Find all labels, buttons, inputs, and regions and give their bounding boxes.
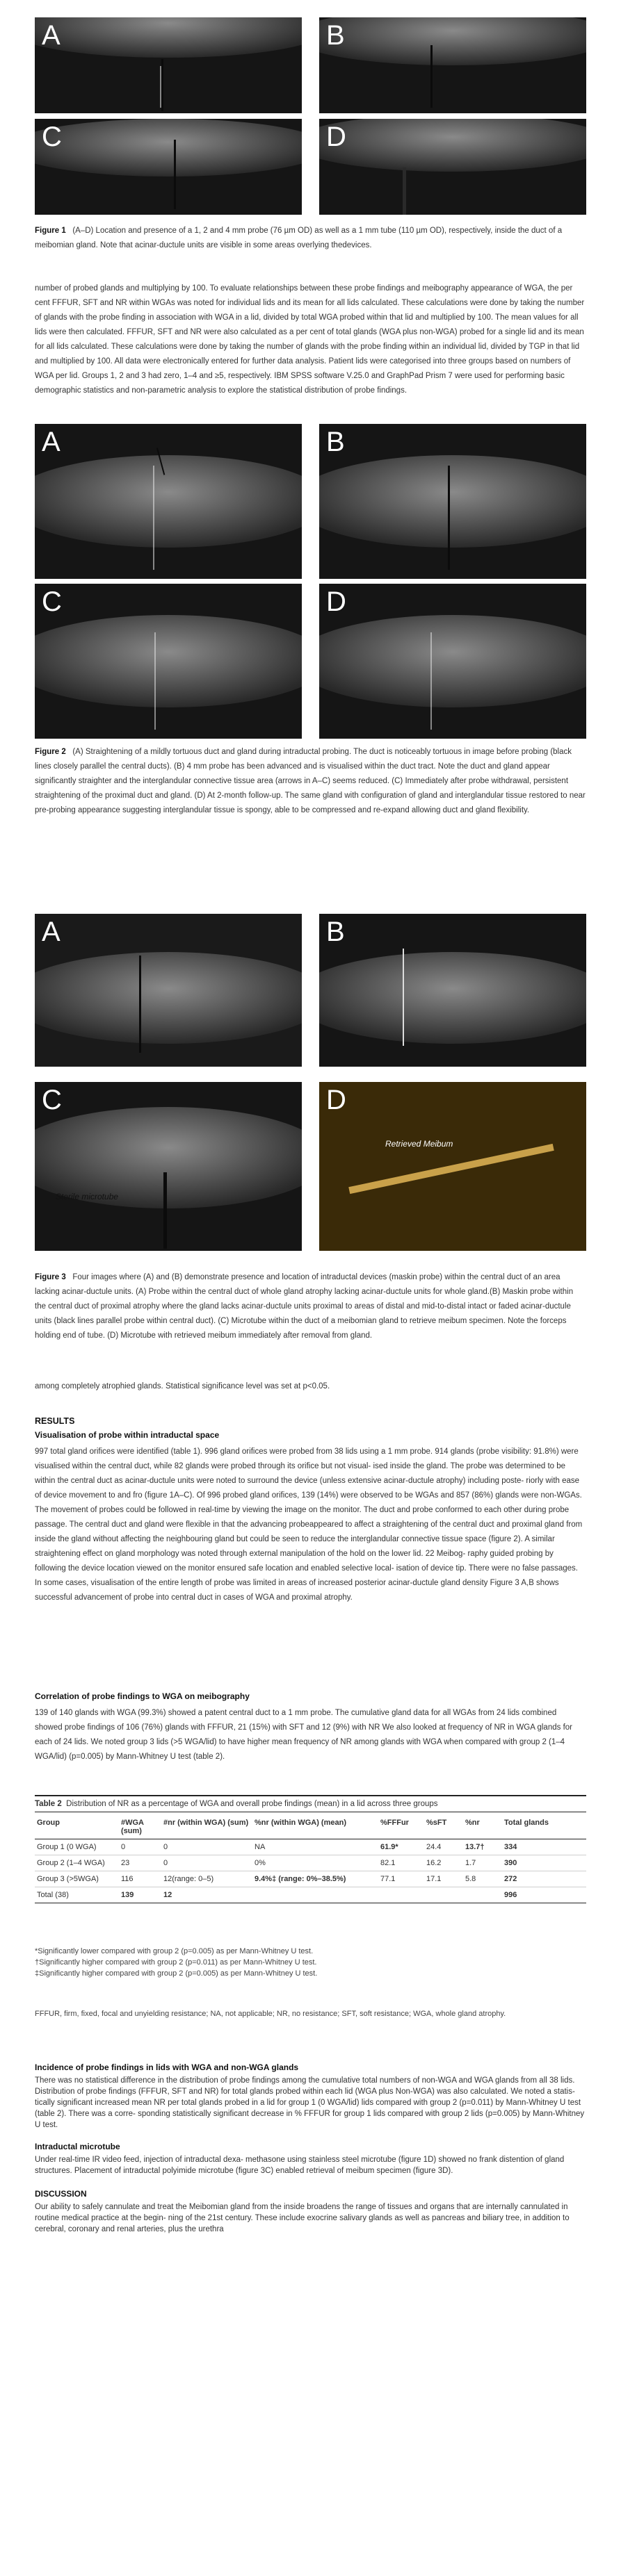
table-cell: 12(range: 0–5) xyxy=(161,1871,252,1887)
figure-3-panel-d xyxy=(319,1082,586,1251)
figure-2-caption-label: Figure 2 xyxy=(35,748,66,756)
table-cell: 334 xyxy=(502,1839,586,1855)
figure-3-caption-label: Figure 3 xyxy=(35,1273,66,1281)
table-cell: 272 xyxy=(502,1871,586,1887)
table-cell: 5.8 xyxy=(463,1871,502,1887)
figure-2-label-a: A xyxy=(42,427,61,457)
table-cell: 17.1 xyxy=(424,1871,463,1887)
figure-2 xyxy=(35,424,586,737)
table-cell: 0 xyxy=(161,1855,252,1871)
table-2-header: %FFFur xyxy=(378,1815,424,1839)
table-cell: 0% xyxy=(252,1855,378,1871)
figure-1-caption xyxy=(35,224,586,253)
table-cell: 61.9* xyxy=(378,1839,424,1855)
table-2-header: #nr (within WGA) (sum) xyxy=(161,1815,252,1839)
figure-3-label-d: D xyxy=(326,1085,346,1115)
table-cell xyxy=(252,1887,378,1903)
results-subheading-2: Correlation of probe findings to WGA on meibography xyxy=(35,1691,250,1701)
figure-2-panel-c xyxy=(35,584,302,739)
table-cell: 1.7 xyxy=(463,1855,502,1871)
figure-1 xyxy=(35,17,586,215)
figure-3-panel-c xyxy=(35,1082,302,1251)
table-cell: 24.4 xyxy=(424,1839,463,1855)
table-cell: 0 xyxy=(119,1839,161,1855)
table-2-footnotes xyxy=(35,1946,586,1979)
figure-2-label-b: B xyxy=(326,427,345,457)
table-cell: 82.1 xyxy=(378,1855,424,1871)
table-cell: 116 xyxy=(119,1871,161,1887)
table-cell: Group 1 (0 WGA) xyxy=(35,1839,119,1855)
table-row xyxy=(35,1855,586,1871)
table-cell: Group 3 (>5WGA) xyxy=(35,1871,119,1887)
results-subheading-1: Visualisation of probe within intraductal space xyxy=(35,1430,220,1440)
figure-2-caption-text: (A) Straightening of a mildly tortuous duct and gland during intraductal probing. The duct is noticeably tortuous in image before probing (black lines closely parallel the central ducts). (B) 4 mm probe has been advanced and is visualised within the duct tract. Note the duct and gland appear significantly straighter and the interglandular connective tissue area (arrows in A–C) seems reduced. (C) Immediately after probe withdrawal, persistent straightening of the proximal duct and gland. (D) At 2-month follow-up. The same gland with configuration of gland and interglandular tissue restored to near pre-probing appearance suggesting interglandular tissue is spongy, able to be compressed and re-expand allowing duct and gland flexibility. xyxy=(35,748,586,814)
table-2-header: Group xyxy=(35,1815,119,1839)
microtube-heading: Intraductal microtube xyxy=(35,2142,120,2151)
figure-2-panel-a xyxy=(35,424,302,579)
table-2-header-row xyxy=(35,1815,586,1839)
table-cell: NA xyxy=(252,1839,378,1855)
table-2-header: %sFT xyxy=(424,1815,463,1839)
microtube-text: Under real-time IR video feed, injection of intraductal dexa- methasone using stainless steel microtube (figure 1D) showed no frank distention of gland structures. Placement of intraductal polyimide microtube (figure 3C) enabled retrieval of meibum specimen (figure 3D). xyxy=(35,2156,565,2175)
table-cell xyxy=(463,1887,502,1903)
figure-1-label-a: A xyxy=(42,20,61,51)
table-2-footnote: *Significantly lower compared with group 2 (p=0.005) as per Mann-Whitney U test. xyxy=(35,1947,314,1955)
table-cell: Total (38) xyxy=(35,1887,119,1903)
figure-2-caption xyxy=(35,745,586,818)
table-2-abbreviations: FFFUR, firm, fixed, focal and unyielding resistance; NA, not applicable; NR, no resistance; SFT, soft resistance; WGA, whole gland atrophy. xyxy=(35,2010,506,2018)
figure-3-panel-b xyxy=(319,914,586,1067)
figure-3-caption xyxy=(35,1270,586,1343)
figure-2-label-d: D xyxy=(326,586,346,617)
table-cell xyxy=(378,1887,424,1903)
discussion-text: Our ability to safely cannulate and treat the Meibomian gland from the inside broadens the range of tissues and organs that are internally cannulated in routine medical practice at the begin- ning of the 21st century. These include exocrine salivary glands as well as pancreas and biliary tree, in addition to cerebral, coronary and renal arteries, plus the urethra xyxy=(35,2203,570,2233)
figure-2-panel-d xyxy=(319,584,586,739)
table-2 xyxy=(35,1815,586,1903)
figure-1-caption-label: Figure 1 xyxy=(35,227,66,235)
figure-1-label-b: B xyxy=(326,20,345,51)
table-2-label: Table 2 xyxy=(35,1800,62,1808)
table-2-title-text: Distribution of NR as a percentage of WGA and overall probe findings (mean) in a lid across three groups xyxy=(66,1800,438,1808)
figure-1-panel-b xyxy=(319,17,586,113)
table-2-header: %nr (within WGA) (mean) xyxy=(252,1815,378,1839)
incidence-text: There was no statistical difference in the distribution of probe findings among the cumulative total numbers of non-WGA and WGA glands from all 38 lids. Distribution of probe findings (FFFUR, SFT and NR) for total glands probed within each lid (WGA plus Non-WGA) was also calculated. We noted a statis- tically significant increased mean NR per total glands probed in a lid for group 1 (0 WGA/lid) lids compared with group 2 (p=0.011) by Mann-Whitney U test (table 2). There was a corre- sponding statistically significant decrease in % FFFUR for group 1 lids compared with group 2 lids (p=0.005) by Mann-Whitney U test. xyxy=(35,2076,585,2129)
figure-1-caption-text: (A–D) Location and presence of a 1, 2 and 4 mm probe (76 µm OD) as well as a 1 mm tube (110 µm OD), respectively, inside the duct of a meibomian gland. Note that acinar-ductule units are visible in some areas overlying thedevices. xyxy=(35,227,563,249)
table-cell xyxy=(424,1887,463,1903)
table-cell: 996 xyxy=(502,1887,586,1903)
table-2-header: Total glands xyxy=(502,1815,586,1839)
results-heading: RESULTS xyxy=(35,1416,75,1426)
table-cell: 13.7† xyxy=(463,1839,502,1855)
figure-2-label-c: C xyxy=(42,586,62,617)
sterile-microtube-label: Sterile microtube xyxy=(56,1192,119,1201)
figure-1-panel-a xyxy=(35,17,302,113)
table-cell: 139 xyxy=(119,1887,161,1903)
figure-2-panel-b xyxy=(319,424,586,579)
table-row xyxy=(35,1839,586,1855)
table-row xyxy=(35,1871,586,1887)
table-2-header: #WGA (sum) xyxy=(119,1815,161,1839)
methods-paragraph: number of probed glands and multiplying by 100. To evaluate relationships between these probe findings and meibography appearance of WGA, the per cent FFFUR, SFT and NR within WGAs was noted for individual lids and its mean for all lids calculated. These calculations were done by taking the number of glands with the probe finding in association with WGA in a lid, divided by total WGA probed within that lid and multiplied by 100. The mean values for all lids were then calculated. FFFUR, SFT and NR were also calculated as a per cent of total glands (WGA plus non-WGA) probed for a single lid and its mean for all lids calculated. These calculations were done by taking the number of glands with the probe finding within an individual lid, divided by TGP in that lid and multiplied by 100. All data were electronically entered for further data analysis. Patient lids were categorised into three groups based on numbers of WGA per lid. Groups 1, 2 and 3 had zero, 1–4 and ≥5, respectively. IBM SPSS software V.25.0 and GraphPad Prism 7 were used for performing basic demographic statistics and non-parametric analysis to explore the statistical distribution of probe findings. xyxy=(35,284,585,395)
table-2-header: %nr xyxy=(463,1815,502,1839)
results-paragraph-1: 997 total gland orifices were identified (table 1). 996 gland orifices were probed from 38 lids using a 1 mm probe. 914 glands (probe visibility: 91.8%) were visualised within the central duct, while 82 glands were probed through its orifice but not visual- ised inside the gland. The probe was determined to be within the central duct as acinar-ductule units were noted to surround the device (unless extensive acinar-ductule atrophy) including poste- riorly with ease of device movement to and fro (figure 1A–C). Of 996 probed gland orifices, 139 (14%) were observed to be WGAs and 857 (86%) glands were non-WGAs. The movement of probes could be followed in real-time by viewing the image on the monitor. The duct and probe conformed to each other during probe passage. The central duct and gland were flexible in that the advancing probeappeared to affect a straightening of the central duct and proximal gland from inside the gland without affecting the neighbouring gland but could be seen to reduce the interglandular connective tissue space (figure 2). A similar straightening effect on gland morphology was noted through external manipulation of the hold on the lower lid. 22 Meibog- raphy guided probing by following the device location viewed on the monitor ensured safe location and enabled selective local- isation of device tip. There were no false passages. In some cases, visualisation of the entire length of probe was limited in areas of increased posterior acinar-ductule gland density Figure 3 A,B shows successful advancement of probe into central duct in cases of WGA and proximal atrophy. xyxy=(35,1447,583,1602)
figure-3-label-b: B xyxy=(326,917,345,947)
figure-3-caption-text: Four images where (A) and (B) demonstrate presence and location of intraductal devices (maskin probe) within the central duct of an area lacking acinar-ductule units. (A) Probe within the central duct of whole gland atrophy lacking acinar-ductule units for whole gland.(B) Maskin probe within the central duct of proximal atrophy where the gland lacks acinar-ductule units proximal to areas of distal and mid-to-distal intact or faded acinar-ductule units (black lines parallel probe within central duct). (C) Microtube within the duct of a meibomian gland to retrieve meibum specimen. Note the forceps holding end of tube. (D) Microtube with retrieved meibum immediately after removal from gland. xyxy=(35,1273,574,1340)
table-2-footnote: ‡Significantly higher compared with group 2 (p=0.005) as per Mann-Whitney U test. xyxy=(35,1969,318,1978)
stats-line: among completely atrophied glands. Statistical significance level was set at p<0.05. xyxy=(35,1382,330,1390)
figure-3 xyxy=(35,914,586,1251)
table-2-title xyxy=(35,1795,586,1812)
table-cell: 77.1 xyxy=(378,1871,424,1887)
incidence-heading: Incidence of probe findings in lids with WGA and non-WGA glands xyxy=(35,2062,299,2072)
table-cell: 9.4%‡ (range: 0%–38.5%) xyxy=(252,1871,378,1887)
table-cell: 16.2 xyxy=(424,1855,463,1871)
figure-1-panel-c xyxy=(35,119,302,215)
discussion-heading: DISCUSSION xyxy=(35,2189,87,2199)
table-2-footnote: †Significantly higher compared with group 2 (p=0.011) as per Mann-Whitney U test. xyxy=(35,1958,317,1967)
figure-3-label-a: A xyxy=(42,917,61,947)
table-cell: 390 xyxy=(502,1855,586,1871)
table-cell: Group 2 (1–4 WGA) xyxy=(35,1855,119,1871)
figure-3-label-c: C xyxy=(42,1085,62,1115)
figure-1-label-c: C xyxy=(42,122,62,152)
table-cell: 23 xyxy=(119,1855,161,1871)
table-cell: 12 xyxy=(161,1887,252,1903)
table-row xyxy=(35,1887,586,1903)
retrieved-meibum-label: Retrieved Meibum xyxy=(385,1139,453,1149)
table-cell: 0 xyxy=(161,1839,252,1855)
figure-1-label-d: D xyxy=(326,122,346,152)
results-paragraph-2: 139 of 140 glands with WGA (99.3%) showed a patent central duct to a 1 mm probe. The cumulative gland data for all WGAs from 24 lids combined showed probe findings of 106 (76%) glands with FFFUR, 21 (15%) with SFT and 12 (9%) with NR We also looked at frequency of NR in WGA glands for each of 24 lids. We noted group 3 lids (>5 WGA/lid) to have higher mean frequency of NR among glands with WGA when compared with group 2 (1–4 WGA/lid) (p=0.005) by Mann-Whitney U test (table 2). xyxy=(35,1709,572,1761)
figure-1-panel-d xyxy=(319,119,586,215)
figure-3-panel-a xyxy=(35,914,302,1067)
